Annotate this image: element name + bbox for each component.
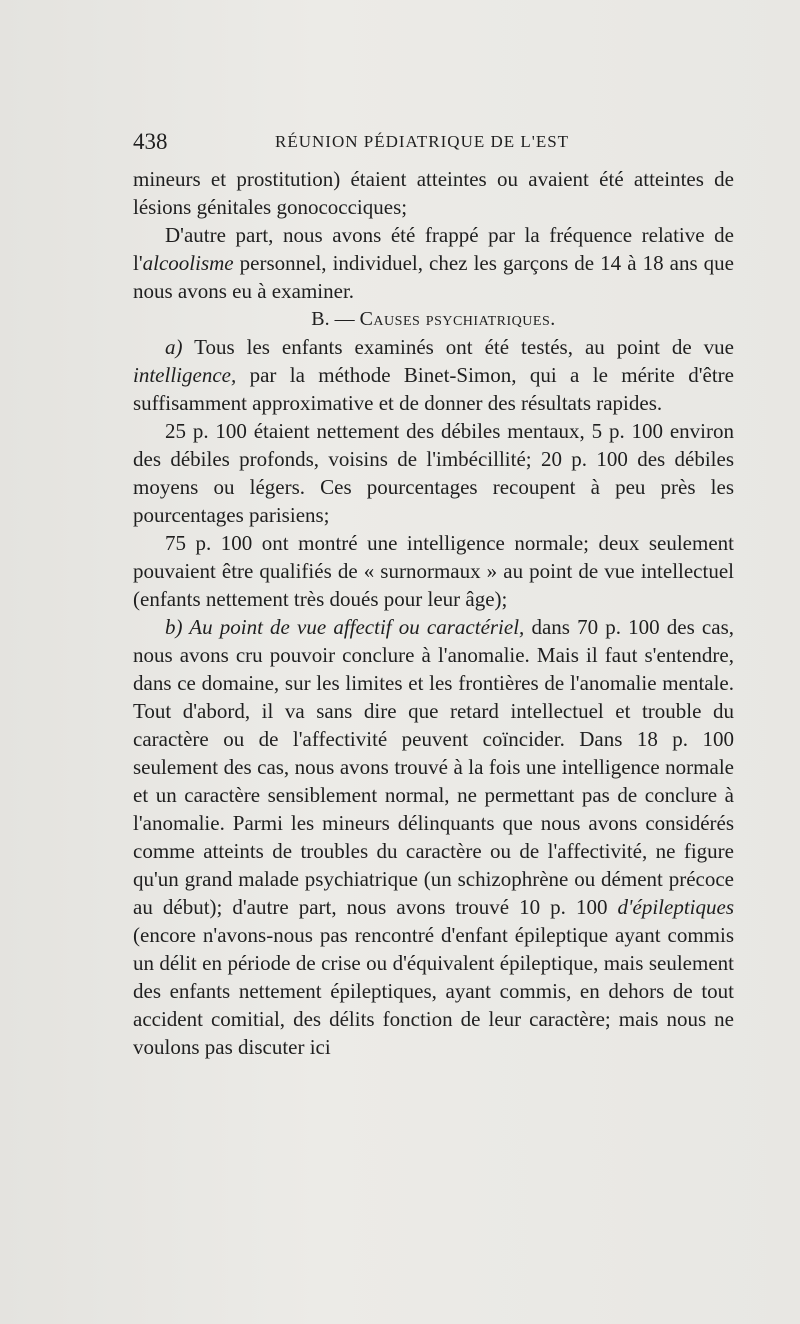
p3-italic-term: intelligence, — [133, 363, 237, 387]
paragraph-6 — [133, 613, 734, 1061]
section-title: Causes psychiatriques. — [359, 308, 556, 330]
paragraph-5: 75 p. 100 ont montré une intelligence normale; deux seulement pouvaient être qualifiés de « surnormaux » au point de vue intellectuel (enfants nettement très doués pour leur âge); — [133, 531, 734, 611]
p6-italic-heading: Au point de vue affectif ou caractériel, — [182, 615, 525, 639]
p6-text-after: (encore n'avons-nous pas rencontré d'enfant épileptique ayant commis un délit en période de crise ou d'équivalent épileptique, mais seulement des enfants nettement épileptiques, ayant commis, en dehors de tout accident comitial, des délits fonction de leur caractère; mais nous ne voulons pas discuter ici — [133, 923, 734, 1059]
p6-italic-term: d'épileptiques — [617, 895, 734, 919]
running-title: RÉUNION PÉDIATRIQUE DE L'EST — [275, 132, 570, 151]
p3-label: a) — [165, 335, 183, 359]
p3-text-after: par la méthode Binet-Simon, qui a le mérite d'être suffisamment approximative et de donner des résultats rapides. — [133, 363, 734, 415]
section-letter: B. — — [311, 308, 360, 330]
page-header — [133, 129, 733, 157]
page-number: 438 — [133, 129, 168, 154]
section-heading — [133, 305, 734, 333]
p2-text-before: D'autre part, nous avons été frappé par la fréquence relative de l' — [133, 223, 734, 275]
p3-text-before: Tous les enfants examinés ont été testés, au point de vue — [182, 335, 734, 359]
p6-label: b) — [165, 615, 183, 639]
paragraph-1: mineurs et prostitution) étaient atteintes ou avaient été atteintes de lésions génitales gonococciques; — [133, 167, 734, 219]
p2-italic-term: alcoolisme — [142, 251, 234, 275]
paragraph-4: 25 p. 100 étaient nettement des débiles mentaux, 5 p. 100 environ des débiles profonds, voisins de l'imbécillité; 20 p. 100 des débiles moyens ou légers. Ces pourcentages recoupent à peu près les pourcentages parisiens; — [133, 419, 734, 527]
p2-text-after: personnel, individuel, chez les garçons de 14 à 18 ans que nous avons eu à examiner. — [133, 251, 734, 303]
paragraph-2 — [133, 221, 734, 305]
paragraph-3 — [133, 333, 734, 417]
body-text — [133, 165, 734, 1061]
p6-text-before: dans 70 p. 100 des cas, nous avons cru pouvoir conclure à l'anomalie. Mais il faut s'entendre, dans ce domaine, sur les limites et les frontières de l'anomalie mentale. Tout d'abord, il va sans dire que retard intellectuel et trouble du caractère ou de l'affectivité peuvent coïncider. Dans 18 p. 100 seulement des cas, nous avons trouvé à la fois une intelligence normale et un caractère sensiblement normal, ne permettant pas de conclure à l'anomalie. Parmi les mineurs délinquants que nous avons considérés comme atteints de troubles du caractère ou de l'affectivité, ne figure qu'un grand malade psychiatrique (un schizophrène ou dément précoce au début); d'autre part, nous avons trouvé 10 p. 100 — [133, 615, 734, 919]
